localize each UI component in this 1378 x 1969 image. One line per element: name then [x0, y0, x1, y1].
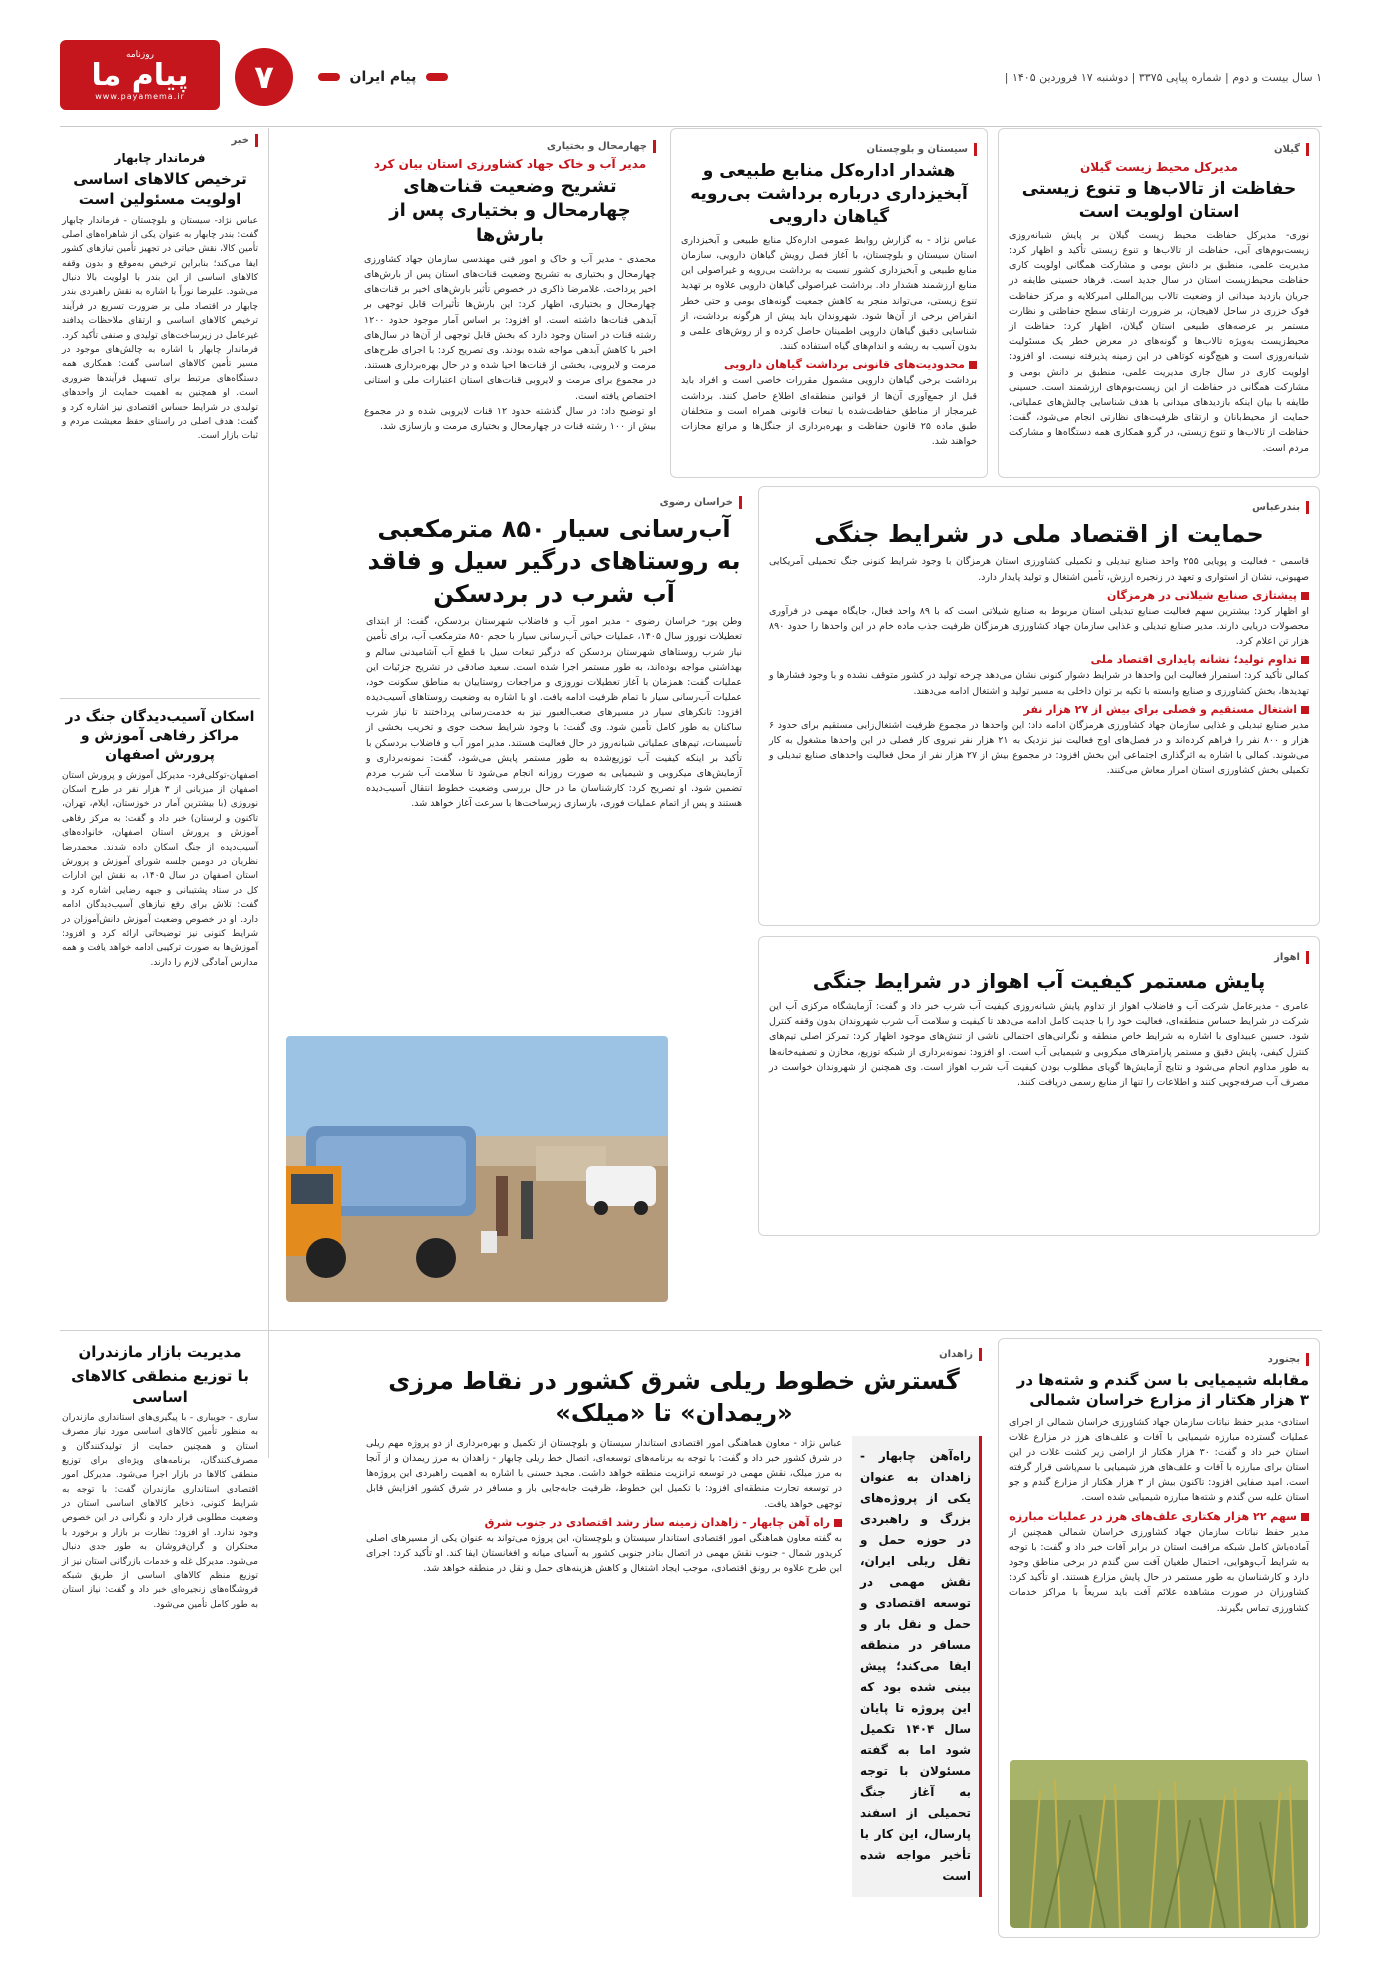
- article-title: اسکان آسیب‌دیدگان جنگ در مراکز رفاهی آموزش و پرورش اصفهان: [65, 709, 255, 763]
- article-body: عباس نژاد- سیستان و بلوچستان - فرماندار چابهار گفت: بندر چابهار به عنوان یکی از شاهراه‌های اصلی تأمین کالا، نقش حیاتی در تجهیز تأمین نیازهای کشور ایفا می‌کند؛ بنابراین ترخیص به‌موقع و بدون وقفه کالاهای اساسی از این بندر با اولویت بالا دنبال می‌شود. علیرضا نوراً با اشاره به نقش راهبردی بندر چابهار در اقتصاد ملی بر ضرورت تسریع در فرآیند ترخیص کالاهای اساسی و ارتقای ملاحظات پدافند غیرعامل در زیرساخت‌های تولیدی و صنفی تأکید کرد. فرماندار چابهار با اشاره به چالش‌های موجود در مسیر تأمین کالاهای اساسی گفت: همکاری همه دستگاه‌های مرتبط برای تسهیل فرآیندها ضروری است. او همچنین به اهمیت حمایت از واحدهای تولیدی در شرایط حساس اقتصادی نیز اشاره کرد و گفت: هدف اصلی در راستای حفظ معیشت مردم و ثبات بازار است.: [62, 215, 258, 442]
- article-ahvaz: [758, 936, 1320, 1236]
- article-callout: راه‌آهن چابهار - زاهدان به عنوان یکی از پروژه‌های بزرگ و راهبردی در حوزه حمل و نقل ریلی ایران، نقش مهمی در توسعه اقتصادی و حمل و نقل بار و مسافر در منطقه ایفا می‌کند؛ پیش بینی شده بود که این پروژه تا پایان سال ۱۴۰۴ تکمیل شود اما به گفته مسئولان با توجه به آغاز جنگ تحمیلی از اسفند پارسال، این کار با تأخیر مواجه شده است: [852, 1436, 982, 1897]
- article-tag: سیستان و بلوچستان: [860, 143, 977, 156]
- article-kicker: مدیریت بازار مازندران: [78, 1343, 242, 1361]
- article-kicker: فرماندار چابهار: [114, 151, 206, 165]
- article-title: هشدار اداره‌کل منابع طبیعی و آبخیزداری درباره برداشت بی‌رویه گیاهان دارویی: [690, 161, 968, 227]
- article-title: گسترش خطوط ریلی شرق کشور در نقاط مرزی «ریمدان» تا «میلک»: [388, 1367, 960, 1428]
- article-zahedan: [360, 1338, 988, 1938]
- page-number: ۷: [235, 48, 293, 106]
- section-divider: [60, 698, 260, 699]
- article-body: قاسمی - فعالیت و پویایی ۲۵۵ واحد صنایع تبدیلی و تکمیلی کشاورزی استان هرمزگان با وجود شرایط کنونی جنگ تحمیلی آمریکایی صهیونی، نشان از استواری و تعهد در زنجیره ارزش، تأمین اشتغال و تولید پایدار دارد.: [769, 556, 1309, 583]
- article-body: وطن پور- خراسان رضوی - مدیر امور آب و فاضلاب شهرستان بردسکن، گفت: از ابتدای تعطیلات نوروز سال ۱۴۰۵، عملیات حیاتی آب‌رسانی سیار با حجم ۸۵۰ مترمکعب آب، برای تأمین نیاز شرب روستاهای شهرستان بردسکن که درگیر تبعات سیل با قطع آب آشامیدنی سالم و بهداشتی مواجه بوده‌اند، به طور مستمر اجرا شده است. سعید صادقی در تشریح جزئیات این عملیات گفت: همزمان با آغاز تعطیلات نوروزی و مراجعات روستاییان به مناطق سکونت خود، عملیات آب‌رسانی سیار با تمام ظرفیت ادامه یافت. او با اشاره به وضعیت روستاهای آسیب‌دیده افزود: تانکرهای سیار در مسیرهای صعب‌العبور نیز به خدمت‌رسانی پرداختند تا نیاز شرب ساکنان به طور کامل تأمین شود. وی گفت: با وجود شرایط سخت جوی و تخریب بخشی از تأسیسات، تیم‌های عملیاتی شبانه‌روز در حال فعالیت هستند. مدیر امور آب و فاضلاب بردسکن با تأکید بر اینکه کیفیت آب توزیع‌شده به طور مستمر پایش می‌شود، گفت: نمونه‌برداری و آزمایش‌های میکروبی و شیمیایی به صورت روزانه انجام می‌شود تا سلامت آب شرب مردم تضمین شود. او تصریح کرد: کارشناسان ما در حال بررسی وضعیت خطوط انتقال آسیب‌دیده هستند و پس از اتمام عملیات فوری، بازسازی زیرساخت‌ها با سرعت آغاز خواهد شد.: [366, 616, 742, 810]
- red-pill-icon: [426, 73, 448, 81]
- article-body: عباس نژاد - معاون هماهنگی امور اقتصادی استاندار سیستان و بلوچستان از تکمیل و بهره‌برداری از دو پروژه مهم ریلی در شرق کشور خبر داد و گفت: با توجه به برنامه‌های توسعه‌ای، اتصال خط ریلی چابهار - زاهدان به مرز ریمدان و از آنجا به مرز میلک، نقش مهمی در توسعه ترانزیت منطقه خواهد داشت. مجید حسنی با اشاره به اهمیت راهبردی این پروژه‌ها در توسعه تجارت منطقه‌ای افزود: با تکمیل این خطوط، ظرفیت جابه‌جایی بار و مسافر در شرق کشور افزایش قابل توجهی خواهد یافت.: [366, 1437, 842, 1510]
- article-body-2: به گفته معاون هماهنگی امور اقتصادی استاندار سیستان و بلوچستان، این پروژه می‌تواند به عنوان یکی از مسیرهای اصلی کریدور شمال - جنوب نقش مهمی در اتصال بنادر جنوبی کشور به آسیای میانه و افغانستان ایفا کند. او تأکید کرد: اجرای این طرح علاوه بر رونق اقتصادی، موجب ایجاد اشتغال و کاهش هزینه‌های حمل و نقل در منطقه خواهد شد.: [366, 1532, 842, 1575]
- article-body: نوری- مدیرکل حفاظت محیط زیست گیلان بر پایش شبانه‌روزی زیست‌بوم‌های آبی، حفاظت از تالاب‌ها و تنوع زیستی تأکید و اظهار کرد: مدیریت علمی، منطبق بر دانش بومی و مشارکت همگانی اولویت کاری حفاظت محیط‌زیست استان در سال جدید است. فرهاد حسینی طایفه در جریان بازدید میدانی از وضعیت تالاب بین‌المللی امیرکلایه و مرکز حفاظت فوک خزری در ساحل لاهیجان، بر ضرورت ارتقای سطح حفاظتی و نظارت مستمر بر عرصه‌های طبیعی استان گیلان، اظهار کرد: حفاظت از محیط‌زیست به‌ویژه تالاب‌ها و گونه‌های در معرض خطر یک مسئولیت شبانه‌روزی است و هیچ‌گونه کوتاهی در این زمینه پذیرفته نیست. او افزود: اولویت کاری در سال جاری مدیریت علمی، منطبق بر دانش بومی و مشارکت همگانی در حفاظت از این زیست‌بوم‌های ارزشمند است. حسینی طایفه با بیان اینکه بازدیدهای میدانی با هدف شناسایی چالش‌های عملیاتی، حمایت از محیط‌بانان و ارتقای ظرفیت‌های نظارتی انجام می‌شود، گفت: حفاظت از تالاب‌ها و تنوع زیستی، در گرو همکاری همه دستگاه‌ها و مشارکت مردم است.: [1009, 229, 1309, 454]
- newspaper-logo[interactable]: [60, 40, 220, 110]
- article-title: حفاظت از تالاب‌ها و تنوع زیستی استان اولویت است: [1021, 179, 1297, 222]
- logo-main-text: پیام ما: [91, 57, 189, 93]
- article-subtitle: اشتغال مستقیم و فصلی برای بیش از ۲۷ هزار نفر: [769, 703, 1309, 716]
- callout-wrapper: [852, 1436, 982, 1883]
- article-isfahan: [60, 704, 260, 1284]
- article-bandarabbas: [758, 486, 1320, 926]
- article-body: عباس نژاد - به گزارش روابط عمومی اداره‌کل منابع طبیعی و آبخیزداری استان سیستان و بلوچستان، با آغاز فصل رویش گیاهان دارویی، سازمان منابع طبیعی و آبخیزداری کشور نسبت به برداشت بی‌رویه و غیراصولی این منابع ارزشمند هشدار داد. برداشت غیراصولی گیاهان دارویی علاوه بر تهدید تنوع زیستی، می‌تواند منجر به کاهش جمعیت گونه‌های بومی و حتی خطر انقراض برخی از آن‌ها شود. شهروندان باید پیش از هرگونه برداشت، از شناسایی دقیق گیاهان دارویی اطمینان حاصل کرده و از روش‌های علمی و بدون آسیب به ریشه و اندام‌های گیاه استفاده کنند.: [681, 234, 977, 353]
- article-body-2: برداشت برخی گیاهان دارویی مشمول مقررات خاصی است و افراد باید قبل از جمع‌آوری آن‌ها از قوانین منطقه‌ای اطلاع حاصل کنند. برداشت غیرمجاز از مناطق حفاظت‌شده با تبعات قانونی همراه است و متخلفان طبق ماده ۲۵ قانون حفاظت و بهره‌برداری از جنگل‌ها و مراتع مجازات خواهند شد.: [681, 375, 977, 448]
- article-tag: اهواز: [1268, 951, 1309, 964]
- article-body: عامری - مدیرعامل شرکت آب و فاضلاب اهواز از تداوم پایش شبانه‌روزی کیفیت آب شرب خبر داد و گفت: آزمایشگاه مرکزی آب این شرکت در شرایط حساس منطقه‌ای، فعالیت خود را با جدیت کامل ادامه می‌دهد تا کیفیت و سلامت آب شرب شهروندان بدون وقفه کنترل شود. حسین عبیداوی با اشاره به شرایط خاص منطقه و نگرانی‌های احتمالی ناشی از تنش‌های موجود اظهار کرد: تمرکز اصلی تیم‌های کنترل کیفی، پایش دقیق و مستمر پارامترهای میکروبی و شیمیایی آب است. او افزود: نمونه‌برداری از شبکه توزیع، مخازن و تصفیه‌خانه‌ها به طور مداوم انجام می‌شود و نتایج آزمایش‌ها گویای مطلوب بودن کیفیت آب شرب اهواز است. وی همچنین از شهروندان خواست در مصرف آب صرفه‌جویی کنند و اطلاعات را تنها از منابع رسمی دریافت کنند.: [769, 1001, 1309, 1088]
- article-title: ترخیص کالاهای اساسی اولویت مسئولین است: [73, 170, 247, 209]
- bullet-icon: [1301, 706, 1309, 714]
- logo-site-text: www.payamema.ir: [95, 91, 185, 101]
- article-kicker: مدیر آب و خاک جهاد کشاورزی استان بیان کرد: [373, 157, 647, 171]
- water-tanker-photo: [286, 1036, 668, 1302]
- article-body: ساری - جویباری - با پیگیری‌های استانداری مازندران به منظور تأمین کالاهای اساسی مورد نیاز مصرف استان و همچنین حمایت از تولیدکنندگان و مصرف‌کنندگان، برنامه‌های ویژه‌ای برای توزیع منطقی کالاها در بازار اجرا می‌شود. مدیرکل امور اقتصادی استانداری مازندران گفت: با توجه به شرایط کنونی، ذخایر کالاهای اساسی استان در وضعیت مطلوبی قرار دارد و نگرانی در این خصوص وجود ندارد. او افزود: نظارت بر بازار و برخورد با محتکران و گران‌فروشان به طور جدی دنبال می‌شود. مدیرکل غله و خدمات بازرگانی استان نیز از توزیع منظم کالاهای اساسی از طریق شبکه فروشگاه‌های زنجیره‌ای خبر داد و گفت: نیاز استان به طور کامل تأمین می‌شود.: [62, 1412, 258, 1610]
- bullet-icon: [1301, 1513, 1309, 1521]
- article-khorasan: [360, 486, 748, 1006]
- article-tag: زاهدان: [933, 1348, 982, 1361]
- article-subtitle: تداوم تولید؛ نشانه پایداری اقتصاد ملی: [769, 653, 1309, 666]
- article-tag: خراسان رضوی: [654, 496, 742, 509]
- bullet-icon: [834, 1519, 842, 1527]
- article-kicker: مدیرکل محیط زیست گیلان: [1080, 160, 1238, 174]
- issue-bar: [312, 68, 1322, 86]
- article-chaharmahal: [360, 128, 660, 478]
- article-title: با توزیع منطقی کالاهای اساسی: [71, 1367, 249, 1406]
- article-body-2: او توضیح داد: در سال گذشته حدود ۱۲ قنات لایروبی شده و در مجموع بیش از ۱۰۰ رشته قنات در چهارمحال و بختیاری مرمت و بازسازی شد.: [364, 405, 657, 432]
- article-body: محمدی - مدیر آب و خاک و امور فنی مهندسی سازمان جهاد کشاورزی چهارمحال و بختیاری به تشریح وضعیت قنات‌های استان پس از بارش‌های اخیر پرداخت. غلامرضا ذاکری در خصوص تأثیر بارش‌های اخیر بر قنات‌های چهارمحال و بختیاری، اظهار کرد: این بارش‌ها تأثیرات قابل توجهی بر آبدهی قنات‌ها داشته است. او افزود: بر اساس آمار موجود حدود ۱۲۰۰ رشته قنات در استان وجود دارد که بخش قابل توجهی از آن‌ها در سال‌های اخیر با کاهش آبدهی مواجه شده بودند. وی تصریح کرد: با اجرای طرح‌های مرمت و لایروبی، بخشی از قنات‌ها احیا شده و در حال بهره‌برداری هستند. در مجموع برای مرمت و لایروبی قنات‌های استان اعتبارات ملی و استانی اختصاص یافته است.: [364, 253, 656, 402]
- article-sistan: [670, 128, 988, 478]
- article-body-2: کمالی تأکید کرد: استمرار فعالیت این واحدها در شرایط دشوار کنونی نشان می‌دهد چرخه تولید در کشور متوقف نشده و با وجود فشارها و تهدیدها، بخش کشاورزی و صنایع وابسته با تکیه بر توان داخلی به مسیر تولید و اشتغال ادامه می‌دهند.: [769, 670, 1309, 697]
- column-divider: [268, 128, 269, 1458]
- article-body-1: او اظهار کرد: بیشترین سهم فعالیت صنایع تبدیلی استان مربوط به صنایع شیلاتی است که با ۸۹ واحد فعال، جایگاه مهمی در فرآوری محصولات دریایی دارند. مدیر صنایع تبدیلی و غذایی سازمان جهاد کشاورزی هرمزگان ظرفیت جذب ماده خام در این واحدها را حدود ۸۹۰ هزار تن اعلام کرد.: [769, 605, 1309, 648]
- section-title: پیام ایران: [349, 69, 417, 85]
- article-tag: گیلان: [1268, 143, 1309, 156]
- article-title: مقابله شیمیایی با سن گندم و شته‌ها در ۳ هزار هکتار از مزارع خراسان شمالی: [1016, 1371, 1309, 1410]
- article-tag: بجنورد: [1262, 1353, 1309, 1366]
- article-title: حمایت از اقتصاد ملی در شرایط جنگی: [814, 520, 1264, 548]
- bullet-icon: [1301, 592, 1309, 600]
- logo-small-text: روزنامه: [126, 49, 154, 60]
- article-body-3: مدیر صنایع تبدیلی و غذایی سازمان جهاد کشاورزی هرمزگان ادامه داد: این واحدها در مجموع ظرفیت اشتغال‌زایی مستقیم برای حدود ۶ هزار و ۸۰۰ نفر را فراهم کرده‌اند و در فصل‌های اوج فعالیت نیز نزدیک به ۲۱ هزار نفر نیروی کار فصلی در این واحدها مشغول به کار می‌شوند. کمالی با اشاره به اثرگذاری اجتماعی این بخش افزود: در مجموع بیش از ۲۷ هزار نفر از محل فعالیت واحدهای صنایع تبدیلی و تکمیلی بخش کشاورزی استان امرار معاش می‌کنند.: [769, 719, 1309, 777]
- bullet-icon: [1301, 656, 1309, 664]
- article-tag: چهارمحال و بختیاری: [541, 140, 656, 153]
- article-mazandaran: [60, 1338, 260, 1938]
- header-divider: [60, 126, 1322, 127]
- article-subtitle: سهم ۲۲ هزار هکتاری علف‌های هرز در عملیات مبارزه: [1009, 1510, 1309, 1523]
- section-divider: [60, 1330, 1322, 1331]
- bullet-icon: [969, 361, 977, 369]
- article-tag: بندرعباس: [1246, 501, 1309, 514]
- article-tag: خبر: [225, 134, 258, 147]
- article-subtitle: راه آهن چابهار - زاهدان زمینه ساز رشد اقتصادی در جنوب شرق: [366, 1516, 842, 1529]
- red-pill-icon: [318, 73, 340, 81]
- article-body-2: مدیر حفظ نباتات سازمان جهاد کشاورزی خراسان شمالی همچنین از آماده‌باش کامل شبکه مراقبت استان در برابر آفات خبر داد و گفت: با توجه به شرایط آب‌وهوایی، احتمال طغیان آفت سن گندم در برخی مناطق وجود دارد و کارشناسان به طور مستمر در حال پایش مزارع هستند. او تأکید کرد: کشاورزان در صورت مشاهده علائم آفت باید سریعاً با مراکز خدمات کشاورزی تماس بگیرند.: [1009, 1526, 1309, 1614]
- article-body: استادی- مدیر حفظ نباتات سازمان جهاد کشاورزی خراسان شمالی از اجرای عملیات گسترده مبارزه شیمیایی با آفات و علف‌های هرز در مزارع غلات استان خبر داد و گفت: ۳۰ هزار هکتار از اراضی زیر کشت غلات در این استان برای مبارزه با آفات و علف‌های هرز شیمیایی با سم‌پاشی قرار گرفته است. امید صفایی افزود: تاکنون بیش از ۳ هزار هکتار از مزارع گندم و جو استان علیه سن گندم و شته‌ها مبارزه شیمیایی شده است.: [1009, 1416, 1309, 1504]
- article-subtitle: محدودیت‌های قانونی برداشت گیاهان دارویی: [681, 358, 977, 371]
- article-title: آب‌رسانی سیار ۸۵۰ مترمکعبی به روستاهای درگیر سیل و فاقد آب شرب در بردسکن: [367, 515, 741, 608]
- article-title: پایش مستمر کیفیت آب اهواز در شرایط جنگی: [812, 969, 1266, 993]
- wheat-illustration: [1010, 1760, 1308, 1928]
- issue-line: ۱ سال بیست و دوم | شماره پیاپی ۳۳۷۵ | دوشنبه ۱۷ فروردین ۱۴۰۵ |: [1004, 70, 1322, 84]
- article-body: اصفهان-توکلی‌فرد- مدیرکل آموزش و پرورش استان اصفهان از میزبانی از ۳ هزار نفر در طرح اسکان نوروزی (با بیشترین آمار در خوزستان، ایلام، تهران، تاکنون و لرستان) خبر داد و گفت: به مرکز رفاهی آموزش و پرورش استان اصفهان، خانواده‌های آسیب‌دیده از جنگ اسکان داده شدند. محمدرضا نظریان در دومین جلسه شورای آموزش و پرورش استان اصفهان در سال ۱۴۰۵، به نقش این ادارات کل در ستاد پشتیبانی و جبهه رضایی اشاره کرد و گفت: تلاش برای رفع نیازهای آسیب‌دیدگان ادامه دارد. او در خصوص وضعیت آموزش دانش‌آموزان در شرایط کنونی نیز توضیحاتی ارائه کرد و افزود: آموزش‌ها به صورت ترکیبی ادامه خواهد یافت و همه مدارس آمادگی لازم را دارند.: [62, 770, 258, 968]
- article-gilan: [998, 128, 1320, 478]
- article-chabahar: [60, 128, 260, 688]
- tanker-illustration: [286, 1036, 668, 1302]
- article-subtitle: پیشتازی صنایع شیلاتی در هرمزگان: [769, 589, 1309, 602]
- masthead: [60, 40, 1322, 110]
- article-title: تشریح وضعیت قنات‌های چهارمحال و بختیاری پس از بارش‌ها: [389, 176, 631, 246]
- wheat-field-photo: [1010, 1760, 1308, 1928]
